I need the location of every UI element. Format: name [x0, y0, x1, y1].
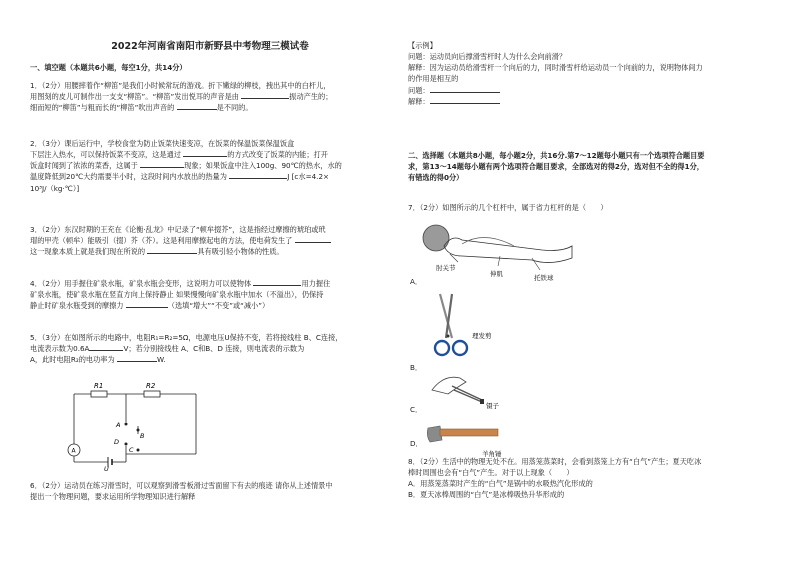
hammer-figure	[426, 420, 536, 460]
question-4	[30, 278, 390, 311]
section-heading-fill-blank: 一、填空题（本题共6小题，每空1分，共14分）	[30, 63, 187, 72]
q4-line-2: 矿泉水瓶，使矿泉水瓶在竖直方向上保持静止 如果慢慢向矿泉水瓶中加水（不溢出），仍保持	[30, 290, 324, 300]
q5-line-1: 5．（3分）在如图所示的电路中，电阻R₁=R₂=5Ω，电源电压U保持不变，若将接线柱 B、C连接，	[30, 333, 343, 342]
q2-line-3: 饭盒时闻到了浓浓的菜香，这属于 现象；如果饭盒中注入100g、90℃的热水，水的	[30, 161, 342, 171]
question-3	[30, 224, 390, 257]
label-hammer: 羊角锤	[482, 450, 502, 458]
q5-line-2: 电流表示数为0.6A V；若分别接线柱 A、C和B、D 连接，则电流表的示数为	[30, 344, 305, 354]
answer-blank[interactable]	[126, 301, 168, 308]
example-block	[408, 40, 770, 107]
question-6	[30, 480, 390, 502]
scissors-figure	[426, 290, 506, 366]
q2-line-1: 2．（3分）课后运行中，学校食堂为防止饭菜快速变凉，在饭菜的保温饭菜保温饭盒	[30, 139, 295, 148]
answer-blank[interactable]	[140, 161, 184, 168]
resistor-r2	[144, 391, 160, 397]
terminal-a: A	[116, 421, 121, 429]
question-8	[408, 456, 770, 501]
option-d[interactable]: D．	[410, 439, 423, 448]
example-answer-line-1: 解释：因为运动员给滑雪杆一个向后的力，同时滑雪杆给运动员一个向前的力，说明物体间力	[408, 63, 703, 73]
q8-option-b[interactable]: B．夏天冰棒周围的“白气”是冰棒吸热升华形成的	[408, 490, 565, 500]
option-a[interactable]: A．	[410, 277, 423, 286]
example-answer-line-2: 的作用是相互的	[408, 74, 459, 84]
example-heading: 【示例】	[408, 41, 437, 50]
q8-line-1: 8．（2分）生活中的物理无处不在。用蒸笼蒸菜时，会看到蒸笼上方有“白气”产生；夏天吃冰	[408, 457, 702, 466]
terminal-d: D	[114, 438, 120, 446]
label-u: U	[104, 465, 109, 472]
q3-line-3: 这一现象本质上就是我们现在所说的 具有吸引轻小物体的性质。	[30, 247, 284, 257]
answer-blank[interactable]	[117, 355, 157, 362]
answer-blank[interactable]	[89, 344, 123, 351]
label-elbow: 肘关节	[436, 264, 456, 272]
label-tweezers: 镊子	[486, 402, 499, 410]
tweezers-figure	[426, 368, 506, 410]
q2-line-5: 10³J/（kg·℃）]	[30, 183, 80, 193]
q5-line-3: A，此时电阻R₂的电功率为 W.	[30, 355, 166, 365]
answer-blank[interactable]	[229, 172, 287, 179]
answer-blank[interactable]	[147, 247, 197, 254]
resistor-r1	[91, 391, 107, 397]
student-answer-line: 解释：	[408, 96, 770, 107]
q1-line-1: 1．（2分）用腰摔着作“柳笛”是我们小时候常玩的游戏。折下嫩绿的柳枝，拽出其中的白杆儿，	[30, 81, 331, 90]
answer-blank[interactable]	[295, 236, 331, 243]
q6-line-2: 提出一个物理问题，要求运用所学物理知识进行解释	[30, 492, 196, 502]
question-7	[408, 202, 770, 213]
option-c[interactable]: C．	[410, 405, 423, 414]
label-r1: R1	[94, 382, 104, 390]
terminal-b: B	[140, 432, 145, 440]
q8-option-a[interactable]: A．用蒸笼蒸菜时产生的“白气”是锅中的水吸热汽化形成的	[408, 479, 593, 489]
ammeter-label: A	[71, 447, 76, 455]
label-muscle: 伸肌	[490, 270, 503, 278]
question-2	[30, 138, 390, 194]
label-r2: R2	[146, 382, 156, 390]
q8-line-2: 棒时周围也会有“白气”产生。对于以上现象（ ）	[408, 468, 574, 478]
q3-line-2: 瑁的甲壳（顿牟）能吸引（掇）芥（芥）。这是利用摩擦起电的方法，使电荷发生了	[30, 235, 390, 246]
q4-line-3: 静止时矿泉水瓶受到的摩擦力 （选填“增大”“不变”或“减小”）	[30, 301, 270, 311]
section-heading-choice: 二、选择题（本题共8小题，每小题2分，共16分.第7～12题每小题只有一个选项符合题目要 求，第13～14题每小题有两个选项符合题目要求，全部选对的得2分，选对但不全的得1分， 有错选的得0分）	[408, 151, 705, 183]
q1-line-2: 用图刻的皮儿可制作出一支支“柳笛”。“柳笛”发出悦耳的声音是由 振动产生的；	[30, 92, 333, 102]
arm-lever-figure	[422, 216, 582, 286]
label-dumbbell: 托铁球	[534, 274, 554, 282]
q6-line-1: 6．（2分）运动员在练习滑雪时，可以观察到滑雪板滑过雪面留下有去的痕迹 请你从上述情景中	[30, 481, 333, 490]
answer-blank[interactable]	[430, 97, 500, 104]
answer-blank[interactable]	[253, 279, 301, 286]
page-title: 2022年河南省南阳市新野县中考物理三模试卷	[111, 41, 309, 52]
q1-line-3: 细而短的“柳笛”与粗而长的“柳笛”吹出声音的 是不同的。	[30, 103, 253, 113]
q4-line-1: 4．（2分）用手握住矿泉水瓶，矿泉水瓶会变形，这说明力可以使物体 用力握住	[30, 279, 331, 288]
student-question-line: 问题：	[408, 85, 770, 96]
q3-line-1: 3．（2分）东汉时期的王充在《论衡·乱龙》中记录了“顿牟掇芥”，这是指经过摩擦的琥珀或玳	[30, 225, 326, 234]
option-b[interactable]: B．	[410, 363, 423, 372]
label-scissors: 理发剪	[472, 332, 492, 340]
answer-blank[interactable]	[177, 103, 217, 110]
q7-stem: 7．（2分）如图所示的几个杠杆中，属于省力杠杆的是（ ）	[408, 203, 608, 212]
q2-line-4: 温度降低到20℃大约需要半小时，这段时间内水放出的热量为 J [c水=4.2×	[30, 172, 330, 182]
answer-blank[interactable]	[241, 92, 289, 99]
question-5	[30, 332, 390, 365]
terminal-c: C	[129, 446, 134, 454]
example-question: 问题：运动员向后撑滑雪杆时人为什么会向前滑？	[408, 52, 567, 62]
question-1	[30, 80, 390, 113]
answer-blank[interactable]	[430, 86, 500, 93]
answer-blank[interactable]	[183, 150, 227, 157]
q2-line-2: 下层注入热水，可以保持饭菜不变凉，这是通过 的方式改变了饭菜的内能；打开	[30, 150, 328, 160]
circuit-diagram	[66, 382, 206, 472]
